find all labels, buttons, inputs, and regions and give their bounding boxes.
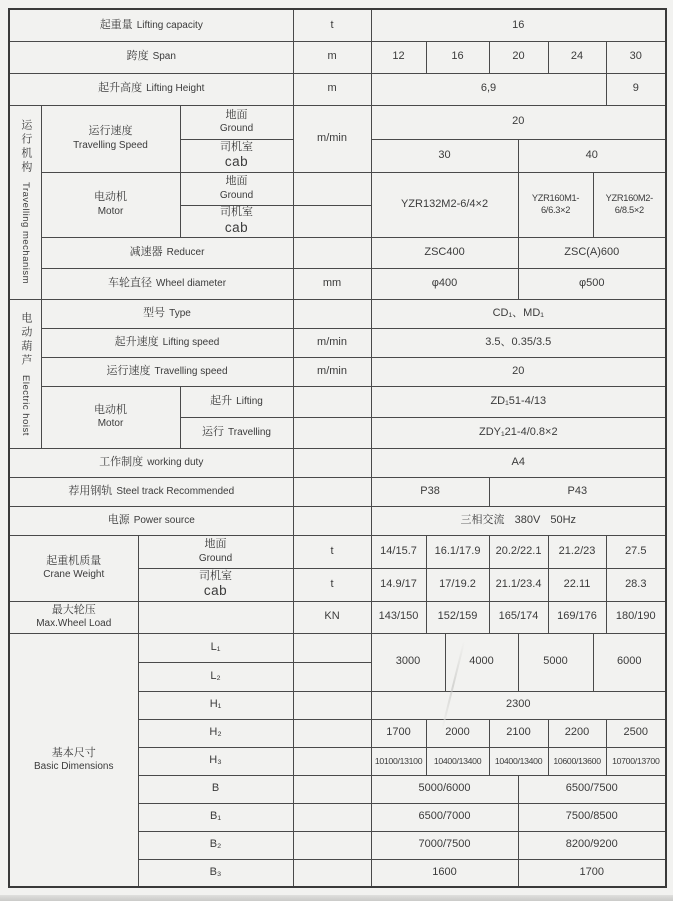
travel-motor-value: YZR160M2-6/8.5×2 [593,172,666,237]
max-wheel-load-label: 最大轮压 Max.Wheel Load [9,601,138,633]
dimension-L-value: 6000 [593,633,666,691]
crane-weight-value: 21.2/23 [548,535,606,568]
dimension-B-value: 5000/6000 [371,775,518,803]
empty-cell [293,448,371,477]
row-lifting-capacity [9,9,666,41]
hoist-travelling-speed-value: 20 [371,357,666,386]
steel-track-value: P43 [489,477,666,506]
row-crane-weight-ground [9,535,666,568]
travel-motor-cab-label: 司机室 cab [180,205,293,237]
row-hoist-motor-lifting [9,386,666,417]
span-value: 16 [426,41,489,73]
basic-dimensions-label: 基本尺寸 Basic Dimensions [9,633,138,887]
crane-weight-ground-label: 地面 Ground [138,535,293,568]
dimension-H1-value: 2300 [371,691,666,719]
crane-weight-value: 20.2/22.1 [489,535,548,568]
crane-weight-label: 起重机质量 Crane Weight [9,535,138,601]
working-duty-label: 工作制度 working duty [9,448,293,477]
empty-cell [138,601,293,633]
travelling-speed-cab-value: 40 [518,139,666,172]
steel-track-value: P38 [371,477,489,506]
steel-track-label: 荐用钢轨 Steel track Recommended [9,477,293,506]
reducer-value: ZSC(A)600 [518,237,666,268]
crane-weight-value: 27.5 [606,535,666,568]
hoist-motor-travelling-value: ZDY₁21-4/0.8×2 [371,417,666,448]
max-wheel-load-value: 169/176 [548,601,606,633]
lifting-height-unit: m [293,73,371,105]
empty-cell [293,633,371,662]
travel-motor-value: YZR132M2-6/4×2 [371,172,518,237]
hoist-motor-lifting-label: 起升 Lifting [180,386,293,417]
empty-cell [293,775,371,803]
max-wheel-load-value: 152/159 [426,601,489,633]
span-value: 30 [606,41,666,73]
crane-weight-value: 14.9/17 [371,568,426,601]
empty-cell [293,691,371,719]
travel-motor-ground-label: 地面 Ground [180,172,293,205]
empty-cell [293,417,371,448]
empty-cell [293,831,371,859]
dimension-H3-value: 10100/13100 [371,747,426,775]
dimension-H3-value: 10700/13700 [606,747,666,775]
travel-motor-value: YZR160M1-6/6.3×2 [518,172,593,237]
empty-cell [293,747,371,775]
hoist-lifting-speed-label: 起升速度 Lifting speed [41,328,293,357]
hoist-motor-lifting-value: ZD₁51-4/13 [371,386,666,417]
row-hoist-travelling-speed [9,357,666,386]
dimension-H3-label: H₃ [138,747,293,775]
working-duty-value: A4 [371,448,666,477]
empty-cell [293,506,371,535]
empty-cell [293,719,371,747]
row-working-duty [9,448,666,477]
dimension-B-value: 6500/7500 [518,775,666,803]
wheel-diameter-value: φ500 [518,268,666,299]
row-wheel-diameter [9,268,666,299]
dimension-B3-value: 1700 [518,859,666,887]
hoist-type-value: CD₁、MD₁ [371,299,666,328]
dimension-B1-label: B₁ [138,803,293,831]
hoist-lifting-speed-value: 3.5、0.35/3.5 [371,328,666,357]
power-source-label: 电源 Power source [9,506,293,535]
span-unit: m [293,41,371,73]
span-value: 12 [371,41,426,73]
crane-weight-value: 14/15.7 [371,535,426,568]
lifting-capacity-value: 16 [371,9,666,41]
crane-weight-value: 21.1/23.4 [489,568,548,601]
dimension-B3-value: 1600 [371,859,518,887]
section-travelling-mechanism: 运行机构 Travelling mechanism [9,105,41,299]
travelling-speed-ground-value: 20 [371,105,666,139]
lifting-height-value: 9 [606,73,666,105]
reducer-value: ZSC400 [371,237,518,268]
dimension-H2-value: 2000 [426,719,489,747]
dimension-H3-value: 10400/13400 [426,747,489,775]
travelling-speed-unit: m/min [293,105,371,172]
scan-edge-artifact [0,895,673,901]
dimension-L1-label: L₁ [138,633,293,662]
dimension-B2-value: 8200/9200 [518,831,666,859]
reducer-label: 减速器 Reducer [41,237,293,268]
lifting-capacity-unit: t [293,9,371,41]
dimension-H1-label: H₁ [138,691,293,719]
empty-cell [293,205,371,237]
empty-cell [293,662,371,691]
crane-weight-cab-label: 司机室 cab [138,568,293,601]
wheel-diameter-unit: mm [293,268,371,299]
row-hoist-type [9,299,666,328]
dimension-B1-value: 7500/8500 [518,803,666,831]
dimension-B-label: B [138,775,293,803]
span-value: 20 [489,41,548,73]
dimension-L2-label: L₂ [138,662,293,691]
dimension-B2-label: B₂ [138,831,293,859]
crane-spec-table [8,8,667,888]
dimension-L-value: 4000 [445,633,518,691]
row-travelling-speed-ground [9,105,666,139]
lifting-capacity-label: 起重量 Lifting capacity [9,9,293,41]
crane-weight-value: 28.3 [606,568,666,601]
empty-cell [293,803,371,831]
hoist-lifting-speed-unit: m/min [293,328,371,357]
span-value: 24 [548,41,606,73]
dimension-B1-value: 6500/7000 [371,803,518,831]
row-span [9,41,666,73]
empty-cell [293,859,371,887]
max-wheel-load-value: 165/174 [489,601,548,633]
dimension-B2-value: 7000/7500 [371,831,518,859]
row-travel-motor-ground [9,172,666,205]
lifting-height-value: 6,9 [371,73,606,105]
dimension-H2-value: 2100 [489,719,548,747]
hoist-motor-travelling-label: 运行 Travelling [180,417,293,448]
hoist-type-label: 型号 Type [41,299,293,328]
hoist-travelling-speed-unit: m/min [293,357,371,386]
crane-weight-value: 17/19.2 [426,568,489,601]
crane-weight-cab-unit: t [293,568,371,601]
empty-cell [293,386,371,417]
dimension-L-value: 3000 [371,633,445,691]
section-electric-hoist: 电动葫芦 Electric hoist [9,299,41,448]
row-max-wheel-load [9,601,666,633]
dimension-H3-value: 10600/13600 [548,747,606,775]
crane-weight-value: 16.1/17.9 [426,535,489,568]
dimension-B3-label: B₃ [138,859,293,887]
row-dimension-L1 [9,633,666,662]
max-wheel-load-value: 143/150 [371,601,426,633]
crane-weight-ground-unit: t [293,535,371,568]
dimension-H2-value: 2200 [548,719,606,747]
wheel-diameter-label: 车轮直径 Wheel diameter [41,268,293,299]
row-steel-track [9,477,666,506]
dimension-H3-value: 10400/13400 [489,747,548,775]
dimension-L-value: 5000 [518,633,593,691]
empty-cell [293,237,371,268]
power-source-value: 三相交流 380V 50Hz [371,506,666,535]
dimension-H2-value: 1700 [371,719,426,747]
lifting-height-label: 起升高度 Lifting Height [9,73,293,105]
max-wheel-load-unit: KN [293,601,371,633]
hoist-travelling-speed-label: 运行速度 Travelling speed [41,357,293,386]
row-hoist-lifting-speed [9,328,666,357]
travelling-speed-cab-label: 司机室 cab [180,139,293,172]
dimension-H2-label: H₂ [138,719,293,747]
max-wheel-load-value: 180/190 [606,601,666,633]
row-power-source [9,506,666,535]
row-reducer [9,237,666,268]
travelling-speed-label: 运行速度 Travelling Speed [41,105,180,172]
empty-cell [293,172,371,205]
travel-motor-label: 电动机 Motor [41,172,180,237]
empty-cell [293,477,371,506]
span-label: 跨度 Span [9,41,293,73]
row-lifting-height [9,73,666,105]
hoist-motor-label: 电动机 Motor [41,386,180,448]
crane-weight-value: 22.11 [548,568,606,601]
wheel-diameter-value: φ400 [371,268,518,299]
empty-cell [293,299,371,328]
travelling-speed-ground-label: 地面 Ground [180,105,293,139]
travelling-speed-cab-value: 30 [371,139,518,172]
dimension-H2-value: 2500 [606,719,666,747]
